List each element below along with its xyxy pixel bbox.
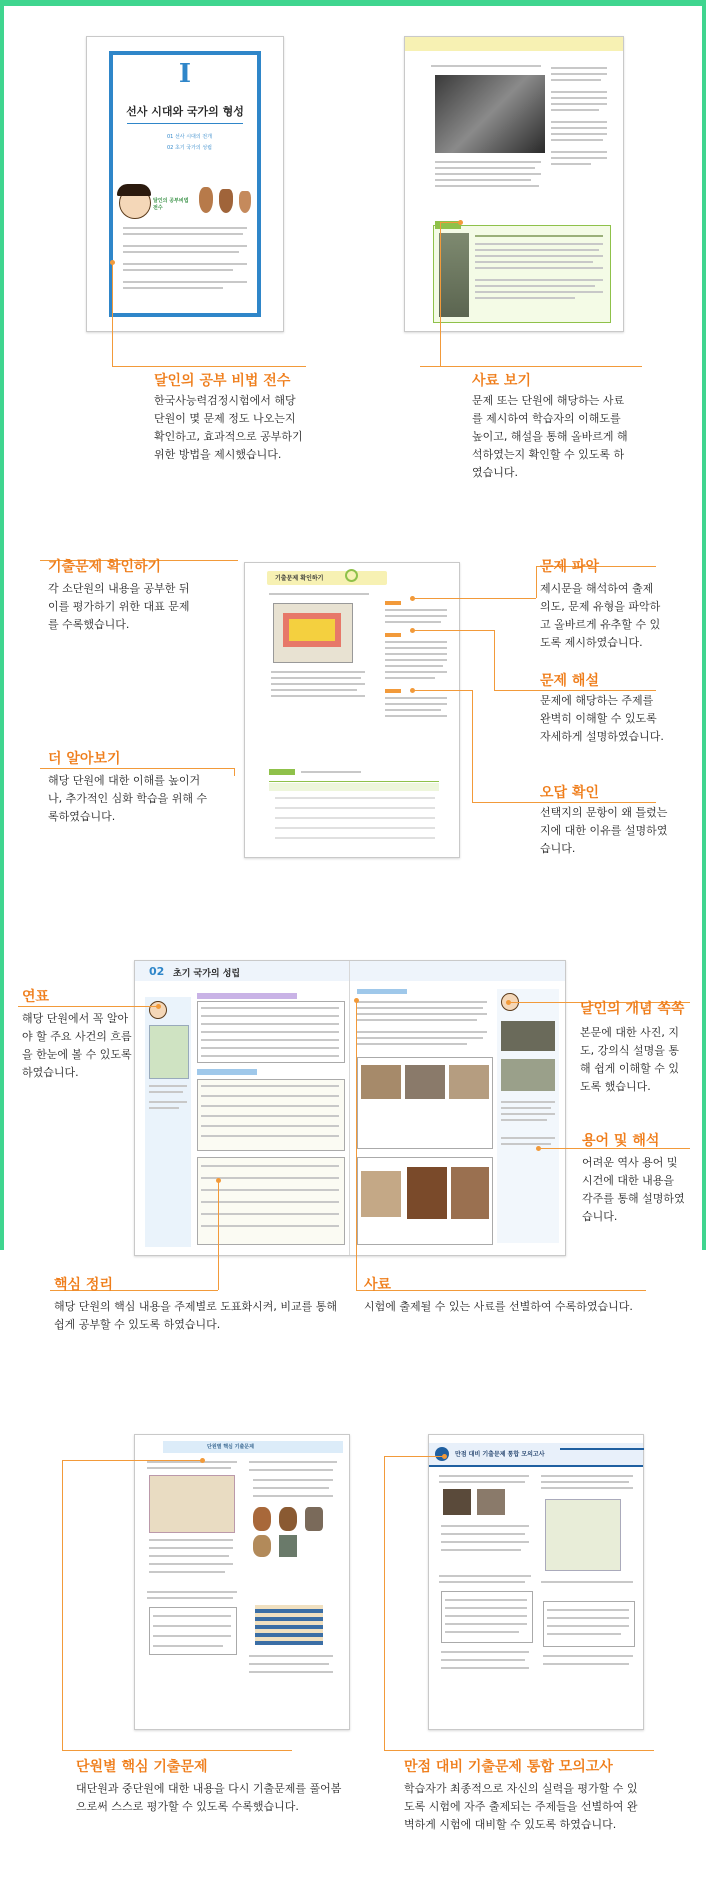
cover-title: 선사 시대와 국가의 형성 <box>126 105 244 118</box>
desc-quiz-check: 각 소단원의 내용을 공부한 뒤 이를 평가하기 위한 대표 문제를 수록했습니다. <box>48 582 190 631</box>
chapter-number: 02 <box>149 965 165 978</box>
mock-exam-thumbnail <box>428 1434 644 1730</box>
relic-photo-1 <box>361 1171 401 1217</box>
textile-photo <box>255 1605 323 1645</box>
desc-concept-points: 본문에 대한 사진, 지도, 강의식 설명을 통해 쉽게 이해할 수 있도록 했습니다. <box>580 1026 679 1093</box>
unit-quiz-title: 단원별 핵심 기출문제 <box>207 1444 254 1450</box>
artifact-photo-2 <box>405 1065 445 1099</box>
desc-wrong-answer-check: 선택지의 문항이 왜 틀렸는지에 대한 이유를 설명하였습니다. <box>540 806 668 855</box>
desc-mock-exam: 학습자가 최종적으로 자신의 실력을 평가할 수 있도록 시험에 자주 출제되는 주제들을 선별하여 완벽하게 시험에 대비할 수 있도록 하였습니다. <box>404 1782 638 1831</box>
mascot-caption: 달인의 공부비법 전수 <box>153 198 189 211</box>
pottery-photo-c <box>305 1507 323 1531</box>
concept-photo-2 <box>501 1059 555 1091</box>
relic-photo-3 <box>451 1167 489 1219</box>
artifact-photo-3 <box>449 1065 489 1099</box>
label-problem-analysis: 문제 파악 <box>540 559 599 575</box>
pottery-photo-e <box>279 1535 297 1557</box>
label-concept-points: 달인의 개념 쏙쏙 <box>580 1001 685 1017</box>
label-quiz-check: 기출문제 확인하기 <box>48 559 162 575</box>
mock-exam-title: 만점 대비 기출문제 통합 모의고사 <box>455 1451 545 1458</box>
portrait-photo <box>435 75 545 153</box>
quiz-page-thumbnail <box>244 562 460 858</box>
cover-page-thumbnail <box>86 36 284 332</box>
desc-problem-explanation: 문제에 해당하는 주제를 완벽히 이해할 수 있도록 자세하게 설명하였습니다. <box>540 694 664 743</box>
right-frame <box>702 0 706 1250</box>
magnifier-icon <box>345 569 358 582</box>
desc-master-study-tips: 한국사능력검정시험에서 해당 단원이 몇 문제 정도 나오는지 확인하고, 효과적으로 공부하기 위한 방법을 제시했습니다. <box>154 394 303 461</box>
exam-photo-2 <box>477 1489 505 1515</box>
artifact-photo-1 <box>361 1065 401 1099</box>
label-terms-explanation: 용어 및 해석 <box>582 1133 660 1149</box>
label-learn-more: 더 알아보기 <box>48 751 121 767</box>
label-unit-key-quiz: 단원별 핵심 기출문제 <box>76 1759 208 1775</box>
map-image <box>149 1025 189 1079</box>
label-key-summary: 핵심 정리 <box>54 1277 113 1293</box>
chapter-title: 초기 국가의 성립 <box>173 969 241 979</box>
pottery-photo-a <box>253 1507 271 1531</box>
stone-monument-photo <box>439 233 469 317</box>
label-source-view: 사료 보기 <box>472 373 531 389</box>
desc-source-view: 문제 또는 단원에 해당하는 사료를 제시하여 학습자의 이해도를 높이고, 해설을 통해 올바르게 해석하였는지 확인할 수 있도록 하였습니다. <box>472 394 628 479</box>
label-timeline: 연표 <box>22 989 50 1005</box>
exam-map <box>545 1499 621 1571</box>
left-frame <box>0 0 4 1250</box>
desc-historical-sources: 시험에 출제될 수 있는 사료를 선별하여 수록하였습니다. <box>364 1300 633 1313</box>
pottery-icon-2 <box>219 189 233 213</box>
quiz-page-header: 기출문제 확인하기 <box>275 575 324 582</box>
source-page-thumbnail <box>404 36 624 332</box>
unit-quiz-thumbnail <box>134 1434 350 1730</box>
label-problem-explanation: 문제 해설 <box>540 673 599 689</box>
desc-timeline: 해당 단원에서 꼭 알아야 할 주요 사건의 흐름을 한눈에 볼 수 있도록 하였습니다. <box>22 1012 132 1079</box>
label-master-study-tips: 달인의 공부 비법 전수 <box>154 373 291 389</box>
desc-key-summary: 해당 단원의 핵심 내용을 주제별로 도표화시켜, 비교를 통해 쉽게 공부할 수 있도록 하였습니다. <box>54 1300 337 1331</box>
desc-problem-analysis: 제시문을 해석하여 출제 의도, 문제 유형을 파악하고 올바르게 유추할 수 있도록 제시하였습니다. <box>540 582 661 649</box>
label-wrong-answer-check: 오답 확인 <box>540 785 599 801</box>
relic-photo-2 <box>407 1167 447 1219</box>
label-historical-sources: 사료 <box>364 1277 392 1293</box>
top-frame <box>0 0 706 6</box>
unit-quiz-illustration <box>149 1475 235 1533</box>
desc-terms-explanation: 어려운 역사 용어 및 시건에 대한 내용을 각주를 통해 설명하였습니다. <box>582 1156 685 1223</box>
chapter-numeral: I <box>178 59 192 89</box>
desc-learn-more: 해당 단원에 대한 이해를 높이거나, 추가적인 심화 학습을 위해 수록하였습니다. <box>48 774 208 823</box>
pottery-photo-d <box>253 1535 271 1557</box>
cover-item-2: 02 초기 국가의 성립 <box>167 145 212 151</box>
pottery-icon-3 <box>239 191 251 213</box>
label-mock-exam: 만점 대비 기출문제 통합 모의고사 <box>404 1759 613 1775</box>
pottery-icon <box>199 187 213 213</box>
concept-photo-1 <box>501 1021 555 1051</box>
pottery-photo-b <box>279 1507 297 1531</box>
cover-item-1: 01 선사 시대의 전개 <box>167 134 212 140</box>
desc-unit-key-quiz: 대단원과 중단원에 대한 내용을 다시 기출문제를 풀어봄으로써 스스로 평가할 수 있도록 수록했습니다. <box>76 1782 342 1813</box>
chapter-spread-thumbnail <box>134 960 566 1256</box>
exam-photo-1 <box>443 1489 471 1515</box>
